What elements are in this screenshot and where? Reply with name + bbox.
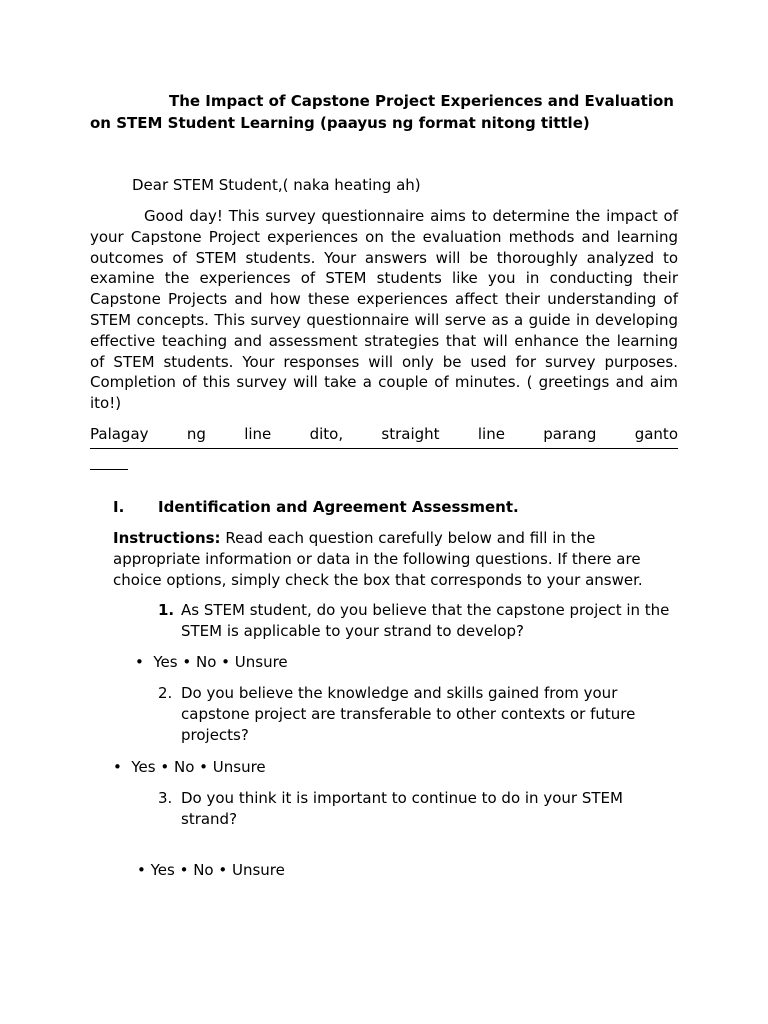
title-line-2: on STEM Student Learning (paayus ng format nitong tittle)	[90, 114, 590, 132]
answer-options-1[interactable]: • Yes • No • Unsure	[135, 653, 288, 671]
question-number: 3.	[158, 789, 173, 807]
question-text: As STEM student, do you believe that the capstone project in the STEM is applicable to your strand to develop?	[181, 601, 670, 640]
section-heading	[113, 497, 519, 518]
question-text: Do you think it is important to continue to do in your STEM strand?	[181, 789, 623, 828]
instructions	[113, 528, 673, 591]
instructions-text: Read each question carefully below and fill in the appropriate information or data in the following questions. If there are choice options, simply check the box that corresponds to your answer.	[113, 529, 643, 589]
line-note: Palagay ng line dito, straight line parang ganto	[90, 425, 678, 443]
answer-options-3[interactable]: • Yes • No • Unsure	[137, 861, 285, 879]
greeting: Dear STEM Student,( naka heating ah)	[132, 176, 421, 194]
intro-paragraph	[90, 206, 678, 414]
question-3	[158, 788, 678, 830]
horizontal-rule-tail	[90, 467, 128, 470]
question-1	[158, 600, 678, 642]
title-line-1: The Impact of Capstone Project Experiences and Evaluation	[169, 92, 674, 110]
horizontal-rule	[90, 446, 678, 449]
question-text: Do you believe the knowledge and skills gained from your capstone project are transferable to other contexts or future projects?	[181, 684, 636, 744]
question-number: 1.	[158, 601, 175, 619]
question-number: 2.	[158, 684, 173, 702]
intro-text: Good day! This survey questionnaire aims to determine the impact of your Capstone Project experiences on the evaluation methods and learning outcomes of STEM students. Your answers will be thoroughly analyzed to examine the experiences of STEM students like you in conducting their Capstone Projects and how these experiences affect their understanding of STEM concepts. This survey questionnaire will serve as a guide in developing effective teaching and assessment strategies that will enhance the learning of STEM students. Your responses will only be used for survey purposes. Completion of this survey will take a couple of minutes. ( greetings and aim ito!)	[90, 207, 678, 413]
answer-options-2[interactable]: • Yes • No • Unsure	[113, 758, 266, 776]
instructions-label: Instructions:	[113, 529, 221, 547]
document-title	[90, 90, 678, 134]
section-number: I.	[113, 498, 125, 516]
section-title: Identification and Agreement Assessment.	[158, 498, 519, 516]
question-2	[158, 683, 678, 746]
